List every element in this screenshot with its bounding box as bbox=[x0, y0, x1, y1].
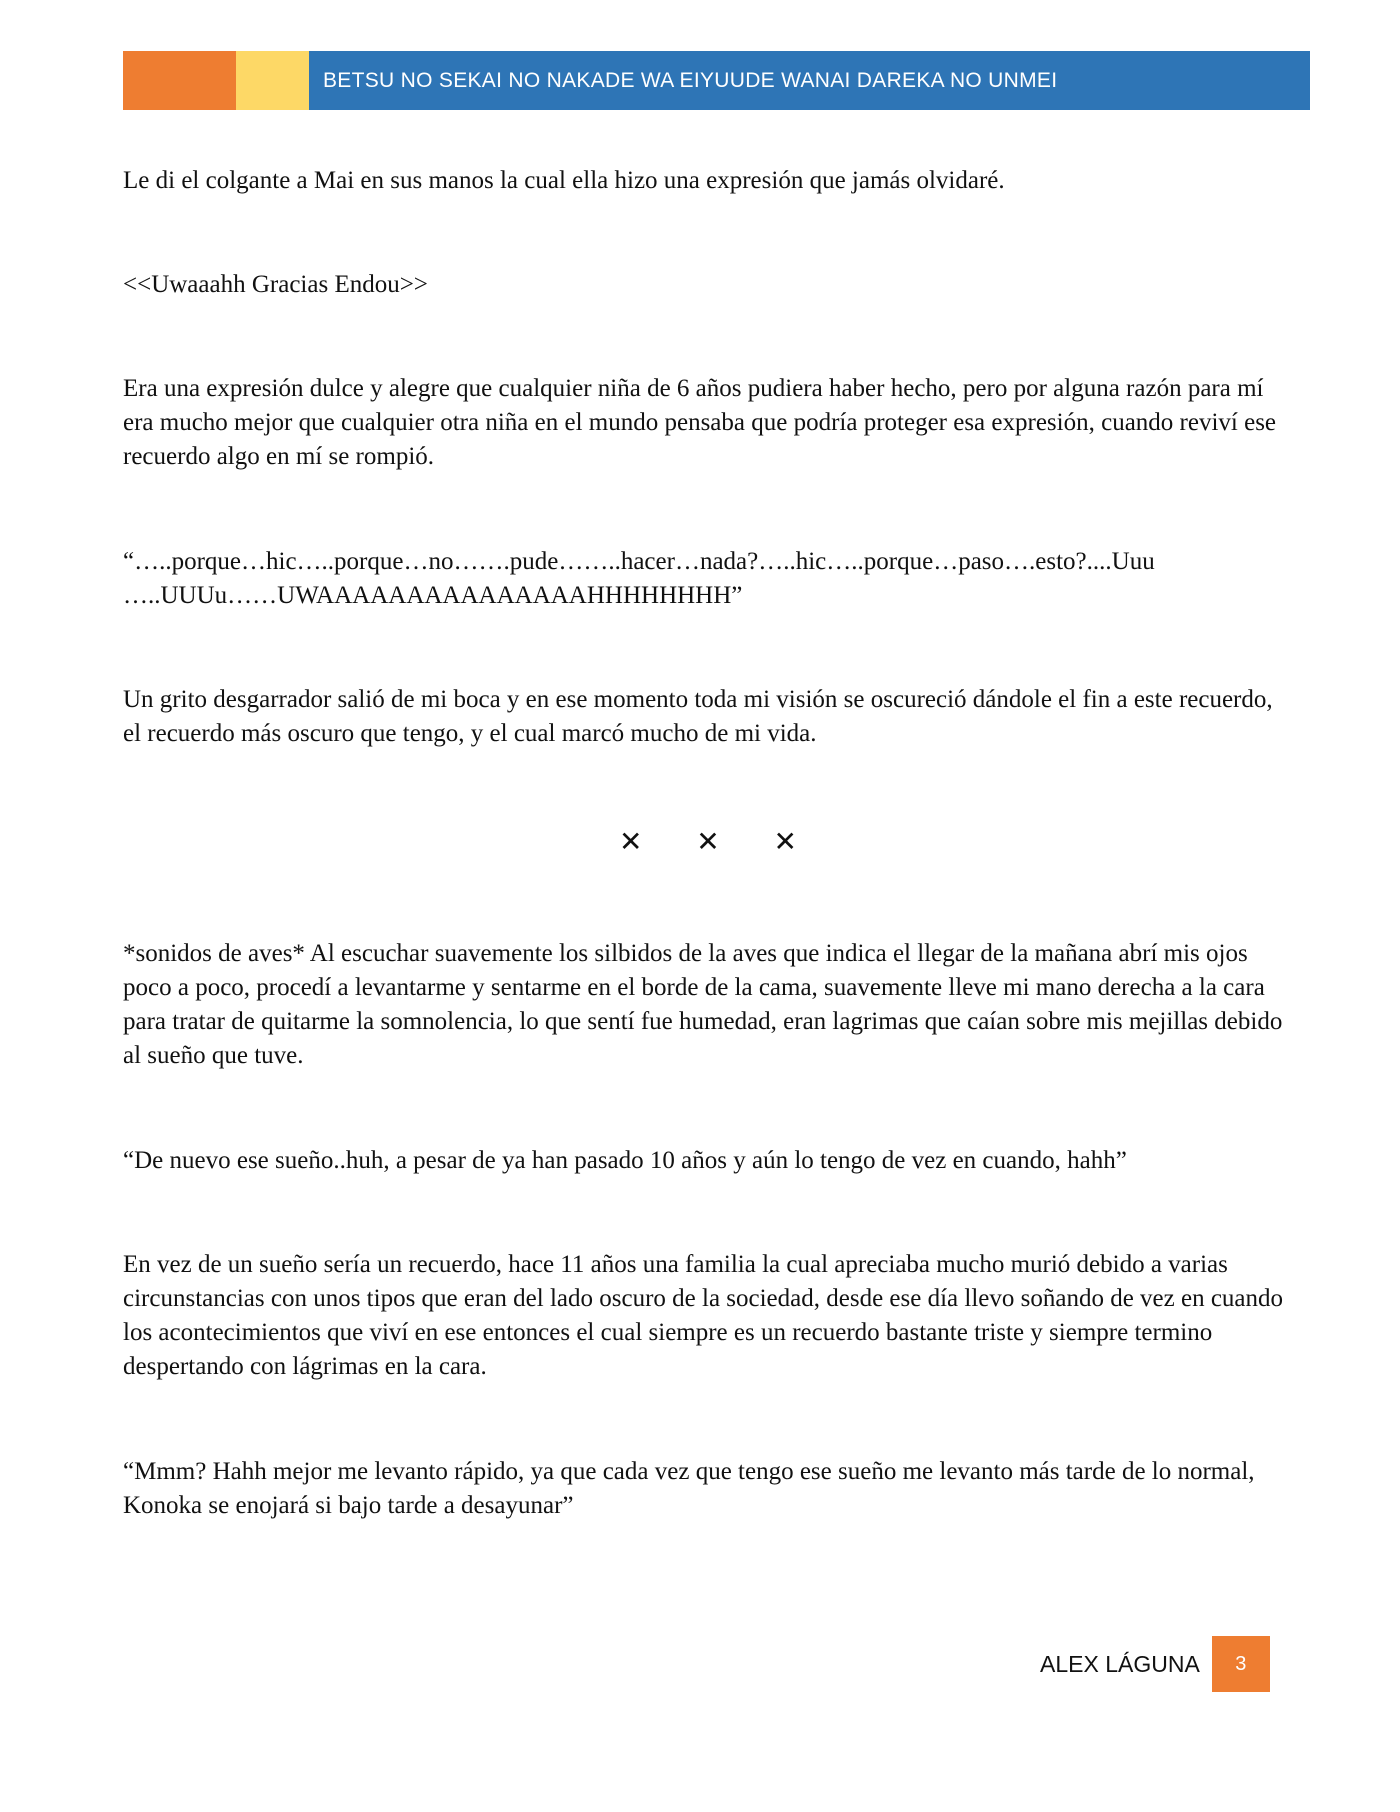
paragraph: “…..porque…hic…..porque…no…….pude……..hacer…nada?…..hic…..porque…paso….esto?....Uuu …..UUUu……UWAAAAAAAAAAAAAAAHHHHHHHH” bbox=[123, 548, 1155, 609]
paragraph: <<Uwaaahh Gracias Endou>> bbox=[123, 271, 428, 298]
paragraph: Un grito desgarrador salió de mi boca y en ese momento toda mi visión se oscureció dándole el fin a este recuerdo, el recuerdo más oscuro que tengo, y el cual marcó mucho de mi vida. bbox=[123, 686, 1273, 747]
header-title-bar bbox=[309, 51, 1310, 110]
paragraph: Le di el colgante a Mai en sus manos la cual ella hizo una expresión que jamás olvidaré. bbox=[123, 167, 1005, 194]
page-header bbox=[123, 51, 1310, 110]
paragraph: “Mmm? Hahh mejor me levanto rápido, ya que cada vez que tengo ese sueño me levanto más tarde de lo normal, Konoka se enojará si bajo tarde a desayunar” bbox=[123, 1458, 1255, 1519]
footer-author: ALEX LÁGUNA bbox=[1040, 1650, 1200, 1677]
page-number: 3 bbox=[1235, 1652, 1247, 1675]
paragraph: *sonidos de aves* Al escuchar suavemente los silbidos de la aves que indica el llegar de la mañana abrí mis ojos poco a poco, procedí a levantarme y sentarme en el borde de la cama, suavemente lleve mi mano derecha a la cara para tratar de quitarme la somnolencia, lo que sentí fue humedad, eran lagrimas que caían sobre mis mejillas debido al sueño que tuve. bbox=[123, 940, 1283, 1069]
header-yellow-block bbox=[236, 51, 309, 110]
paragraph: En vez de un sueño sería un recuerdo, hace 11 años una familia la cual apreciaba mucho murió debido a varias circunstancias con unos tipos que eran del lado oscuro de la sociedad, desde ese día llevo soñando de vez en cuando los acontecimientos que viví en ese entonces el cual siempre es un recuerdo bastante triste y siempre termino despertando con lágrimas en la cara. bbox=[123, 1251, 1284, 1380]
paragraph: “De nuevo ese sueño..huh, a pesar de ya han pasado 10 años y aún lo tengo de vez en cuando, hahh” bbox=[123, 1147, 1127, 1174]
paragraph: Era una expresión dulce y alegre que cualquier niña de 6 años pudiera haber hecho, pero por alguna razón para mí era mucho mejor que cualquier otra niña en el mundo pensaba que podría proteger esa expresión, cuando reviví ese recuerdo algo en mí se rompió. bbox=[123, 375, 1277, 470]
scene-separator: ✕ ✕ ✕ bbox=[619, 825, 797, 858]
page-footer bbox=[1040, 1636, 1270, 1692]
header-title: BETSU NO SEKAI NO NAKADE WA EIYUUDE WANAI DAREKA NO UNMEI bbox=[323, 68, 1058, 92]
header-orange-block bbox=[123, 51, 236, 110]
page-number-box bbox=[1212, 1636, 1270, 1692]
